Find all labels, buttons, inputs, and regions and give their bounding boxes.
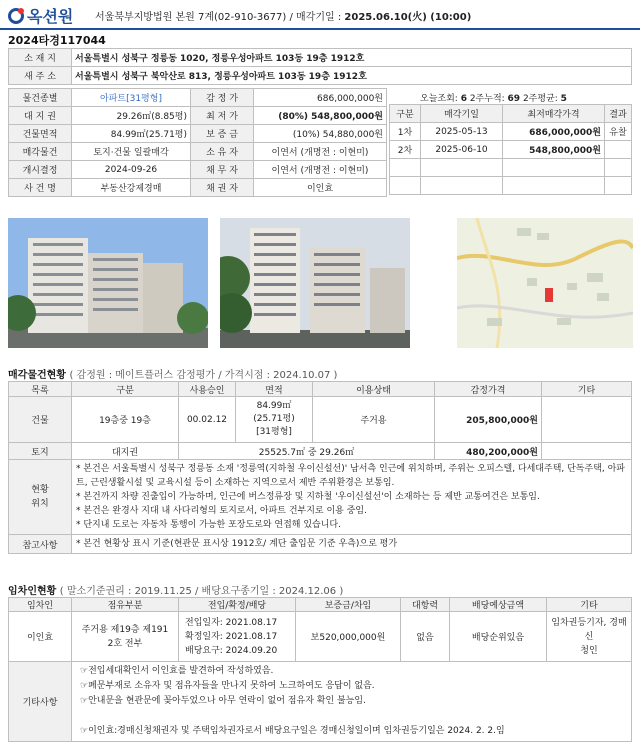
tenant-header: 점유부분 [72,598,179,612]
info-value: 686,000,000원 [254,89,387,107]
part-line: 주거용 제19층 제191 [81,624,169,635]
area-sqm: 84.99㎡ [256,401,292,411]
tenant-dates [179,612,296,662]
reference-label: 참고사항 [9,535,72,554]
tenant-opposition: 없음 [401,612,450,662]
tenant-expected: 배당순위있음 [450,612,547,662]
location-notes [72,460,632,535]
note-line: * 본건까지 차량 진출입이 가능하며, 인근에 버스정류장 및 지하철 '우이신설선'이 소재하는 등 제반 교통여건은 보통임. [76,492,540,502]
table-row [9,460,632,535]
sale-date: 2025.06.10(火) (10:00) [344,12,472,23]
appraisal-land-kind: 대지권 [72,443,179,460]
info-value: 2024-09-26 [72,161,191,179]
info-value: (80%) 548,800,000원 [254,107,387,125]
other-note: ☞안내문을 현관문에 꽂아두었으나 아무 연락이 없어 점유자 확인 불능임. [80,696,366,706]
avg-label: 2주평균: [522,94,558,104]
info-value: 부동산강제경매 [72,179,191,197]
tenant-header: 전입/확정/배당 [179,598,296,612]
table-row [9,612,632,662]
tenant-section-title [8,582,343,597]
views-value: 6 [460,94,467,104]
appraisal-subtitle: ( 감정원 : 메이트플러스 감정평가 / 가격시점 : 2024.10.07 ) [69,370,338,381]
appraisal-header: 이용상태 [313,382,435,397]
table-row [9,535,632,554]
info-value: 토지·건물 일괄매각 [72,143,191,161]
location-value: 서울특별시 성북구 정릉동 1020, 정릉우성아파트 103동 19층 1912호 [72,49,632,67]
table-row [9,662,632,742]
table-row [9,397,632,443]
tenant-subtitle: ( 말소기준권리 : 2019.11.25 / 배당요구종기일 : 2024.12.06 ) [59,586,344,597]
info-key: 소 유 자 [191,143,254,161]
info-value: 이연서 (개명전 : 이현미) [254,143,387,161]
history-result [605,141,632,159]
info-key: 보 증 금 [191,125,254,143]
history-date: 2025-06-10 [421,141,503,159]
tenant-deposit: 보520,000,000원 [296,612,401,662]
location-status-label [9,460,72,535]
table-row [390,123,632,141]
table-row [9,443,632,460]
history-result: 유찰 [605,123,632,141]
appraisal-land-price: 480,200,000원 [435,443,542,460]
tenant-header: 대항력 [401,598,450,612]
appraisal-header: 감정가격 [435,382,542,397]
history-round: 2차 [390,141,421,159]
location-map[interactable] [457,218,633,348]
address-table [8,48,632,85]
info-key: 사 건 명 [9,179,72,197]
part-line: 2호 전부 [107,638,143,649]
appraisal-area [236,397,313,443]
info-key: 개시결정 [9,161,72,179]
other-label: 기타사항 [9,662,72,742]
view-stats [420,91,567,104]
tenant-name: 이인효 [9,612,72,662]
appraisal-header: 목록 [9,382,72,397]
info-key: 감 정 가 [191,89,254,107]
appraisal-header: 기타 [542,382,632,397]
info-value: 84.99㎡(25.71평) [72,125,191,143]
history-price: 548,800,000원 [503,141,605,159]
etc-line: 청인 [580,645,598,656]
tenant-header: 배당예상금액 [450,598,547,612]
info-key: 매각물건 [9,143,72,161]
table-row [390,141,632,159]
tenant-etc [547,612,632,662]
history-date: 2025-05-13 [421,123,503,141]
area-pyeong: (25.71평) [253,414,295,424]
tenant-header: 임차인 [9,598,72,612]
info-key: 최 저 가 [191,107,254,125]
dividend-request-date: 배당요구: 2024.09.20 [185,645,278,656]
info-key: 채 권 자 [191,179,254,197]
info-value: 29.26㎡(8.85평) [72,107,191,125]
tenant-header: 보증금/차임 [296,598,401,612]
appraisal-approval: 00.02.12 [179,397,236,443]
info-value: (10%) 54,880,000원 [254,125,387,143]
appraisal-section-title [8,366,337,381]
note-line: * 본건은 서울특별시 성북구 정릉동 소재 '정릉역(지하철 우이신설선)' 남서측 인근에 위치하며, 주위는 오피스텔, 다세대주택, 단독주택, 아파트, 근린생활시설 및 교육시설 등이 소재하는 지역으로서 제반 주위환경은 보통임. [76,464,626,488]
info-key: 건물면적 [9,125,72,143]
history-price: 686,000,000원 [503,123,605,141]
history-header: 결과 [605,105,632,123]
info-value: 이연서 (개명전 : 이현미) [254,161,387,179]
case-number: 2024타경117044 [8,34,106,47]
new-address-value: 서울특별시 성북구 북악산로 813, 정릉우성아파트 103동 19층 1912호 [72,67,632,85]
note-line: * 단지내 도로는 자동차 통행이 가능한 포장도로와 연접해 있습니다. [76,520,341,530]
appraisal-floor: 19층중 19층 [72,397,179,443]
appraisal-usage: 주거용 [313,397,435,443]
appraisal-header: 사용승인 [179,382,236,397]
new-address-label: 새 주 소 [9,67,72,85]
tenant-header: 기타 [547,598,632,612]
other-note [80,709,627,724]
appraisal-building-type: 건물 [9,397,72,443]
info-value: 이인효 [254,179,387,197]
note-line: * 본건은 완경사 지대 내 사다리형의 토지로서, 아파트 건부지로 이용 중임. [76,506,367,516]
label-line: 위치 [31,499,49,509]
views-label: 오늘조회: [420,94,458,104]
logo-text: 옥션원 [27,7,74,26]
sale-history-table [389,104,632,195]
appraisal-header: 구분 [72,382,179,397]
appraisal-title: 매각물건현황 [8,370,66,381]
move-in-date: 전입일자: 2021.08.17 [185,617,278,628]
history-header: 최저매각가격 [503,105,605,123]
other-note: ☞이인효:경매신청채권자 및 주택임차권자로서 배당요구일은 경매신청일이며 임차권등기일은 2024. 2. 2.임 [80,726,505,736]
tenant-table [8,597,632,742]
other-note: ☞폐문부재로 소유자 및 점유자들을 만나지 못하여 노크하여도 응답이 없음. [80,681,375,691]
appraisal-building-price: 205,800,000원 [435,397,542,443]
other-notes [72,662,632,742]
map-marker-icon [545,288,553,302]
appraisal-land-area: 25525.7㎡ 중 29.26㎡ [179,443,435,460]
history-round: 1차 [390,123,421,141]
avg-value: 5 [560,94,567,104]
two-week-label: 2주누적: [469,94,505,104]
reference-note: * 본건 현황상 표시 기준(현관문 표시상 1912호/ 계단 출입문 기준 우측)으로 평가 [72,535,632,554]
property-photo-1[interactable] [8,218,208,348]
logo-icon [8,8,24,24]
logo[interactable] [8,4,73,27]
header [0,0,640,30]
info-table [8,88,387,197]
info-key: 대 지 권 [9,107,72,125]
two-week-value: 69 [507,94,521,104]
confirm-date: 확정일자: 2021.08.17 [185,631,278,642]
tenant-title: 임차인현황 [8,586,57,597]
label-line: 현황 [31,485,49,495]
appraisal-land-type: 토지 [9,443,72,460]
sale-date-label: 매각기일 : [296,12,342,23]
appraisal-header: 면적 [236,382,313,397]
info-key: 물건종별 [9,89,72,107]
court-info: 서울북부지방법원 본원 7계(02-910-3677) / 매각기일 : 2025.06.10(火) (10:00) [95,12,472,23]
property-type-link[interactable]: 아파트[31평형] [72,89,191,107]
location-label: 소 재 지 [9,49,72,67]
tenant-part [72,612,179,662]
appraisal-table [8,381,632,554]
area-type: [31평형] [256,427,292,437]
property-photo-2[interactable] [220,218,410,348]
history-header: 구분 [390,105,421,123]
info-key: 채 무 자 [191,161,254,179]
court-name: 서울북부지방법원 본원 7계(02-910-3677) [95,12,287,23]
other-note: ☞전입세대확인서 이인효를 발견하여 작성하였음. [80,666,274,676]
etc-line: 임차권등기자, 경매신 [551,617,627,642]
history-header: 매각기일 [421,105,503,123]
